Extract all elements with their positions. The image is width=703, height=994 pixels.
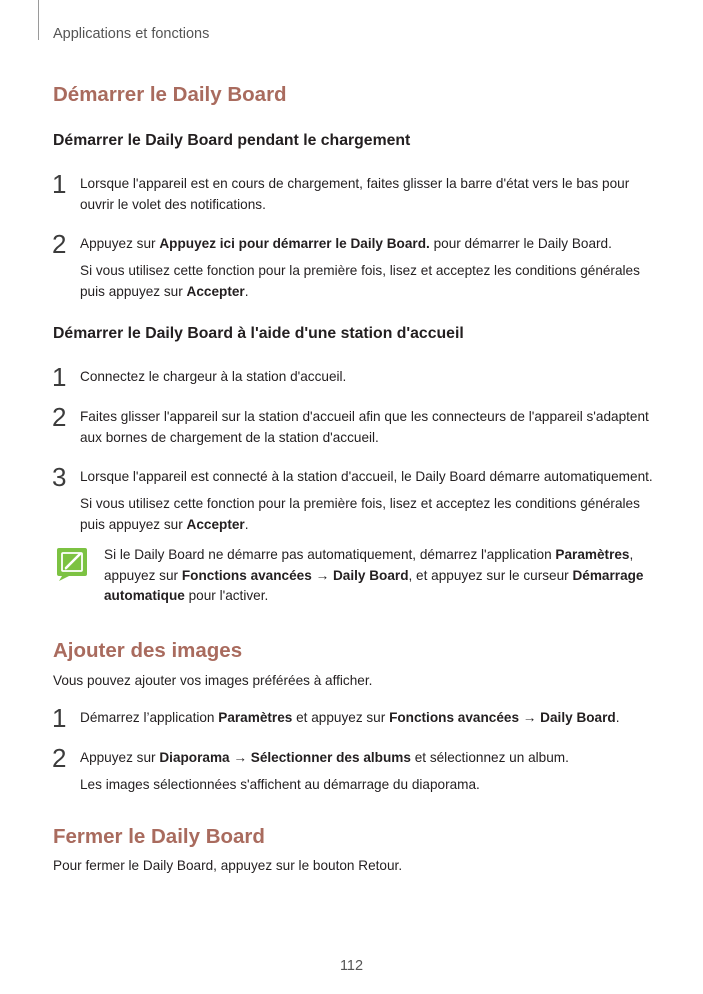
section-title-close: Fermer le Daily Board [53,825,265,848]
running-header: Applications et fonctions [53,26,210,42]
step-text: Connectez le chargeur à la station d'accueil. [80,369,347,384]
margin-rule [38,0,39,40]
step-text: Lorsque l'appareil est en cours de chargement, faites glisser la barre d'état vers le bas pour ouvrir le volet des notifications. [80,176,630,212]
step-text: Appuyez sur Appuyez ici pour démarrer le Daily Board. pour démarrer le Daily Board. [80,236,612,251]
step-number: 2 [52,743,67,773]
subsection-title-dock: Démarrer le Daily Board à l'aide d'une station d'accueil [53,325,464,342]
section-title-images: Ajouter des images [53,639,243,662]
section-text: Pour fermer le Daily Board, appuyez sur le bouton Retour. [53,858,403,873]
step-subtext: Si vous utilisez cette fonction pour la première fois, lisez et acceptez les conditions générales puis appuyez sur Accepter. [80,496,640,532]
section-title-start: Démarrer le Daily Board [53,83,287,106]
step-subtext: Les images sélectionnées s'affichent au démarrage du diaporama. [80,777,480,792]
step-number: 1 [52,703,67,733]
step-number: 3 [52,462,67,492]
step-text: Démarrez l’application Paramètres et appuyez sur Fonctions avancées → Daily Board. [80,710,620,725]
step-number: 2 [52,229,67,259]
note-pencil-icon [55,546,89,582]
subsection-title-charging: Démarrer le Daily Board pendant le chargement [53,132,411,149]
step-number: 2 [52,402,67,432]
step-number: 1 [52,362,67,392]
section-intro: Vous pouvez ajouter vos images préférées à afficher. [53,673,373,688]
step-subtext: Si vous utilisez cette fonction pour la première fois, lisez et acceptez les conditions générales puis appuyez sur Accepter. [80,263,640,299]
step-text: Appuyez sur Diaporama → Sélectionner des albums et sélectionnez un album. [80,750,569,765]
step-number: 1 [52,169,67,199]
step-text: Lorsque l'appareil est connecté à la station d'accueil, le Daily Board démarre automatiquement. [80,469,653,484]
page-number: 112 [339,958,364,974]
step-text: Faites glisser l'appareil sur la station d'accueil afin que les connecteurs de l'appareil s'adaptent aux bornes de chargement de la station d'accueil. [80,409,649,445]
note-text: Si le Daily Board ne démarre pas automatiquement, démarrez l'application Paramètres, appuyez sur Fonctions avancées → Daily Board, et appuyez sur le curseur Démarrage automatique pour l'activer. [104,547,644,603]
